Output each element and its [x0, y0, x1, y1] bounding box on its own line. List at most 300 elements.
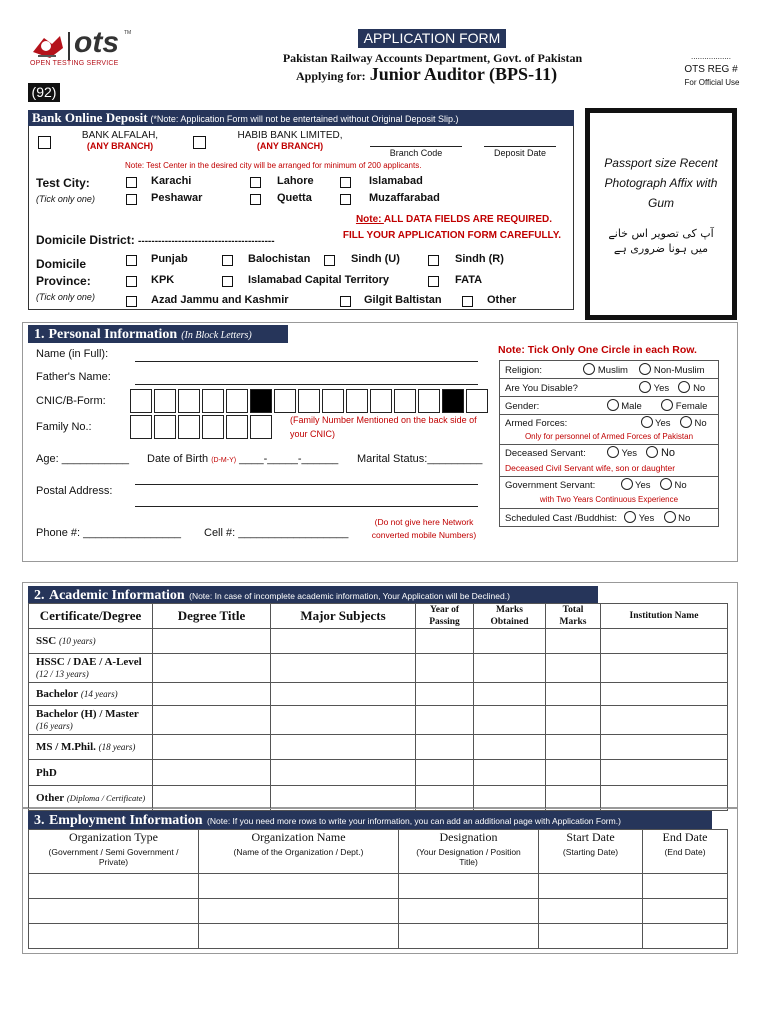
- disable-label: Are You Disable?: [505, 383, 578, 394]
- academic-row: [29, 629, 728, 654]
- caste-no: No: [678, 513, 691, 524]
- academic-row: [29, 706, 728, 735]
- province-sindh-u-checkbox[interactable]: [324, 255, 335, 266]
- col-org-name: Organization Name: [199, 830, 399, 846]
- academic-note: (Note: In case of incomplete academic information, Your Application will be Declined.): [189, 591, 510, 601]
- employment-row: [29, 873, 728, 898]
- family-digit-box[interactable]: [226, 415, 248, 439]
- domicile-province-label-1: Domicile: [36, 257, 87, 271]
- academic-row-sub: (10 years): [58, 636, 96, 646]
- phone-blank: ________________: [83, 527, 181, 539]
- academic-header-row: [29, 604, 728, 629]
- gender-male: Male: [621, 401, 642, 412]
- cnic-digit-box[interactable]: [466, 389, 488, 413]
- academic-cell[interactable]: [271, 683, 416, 706]
- cnic-digit-box[interactable]: [394, 389, 416, 413]
- employment-cell[interactable]: [29, 923, 199, 948]
- marital-field[interactable]: [357, 453, 482, 465]
- academic-row-name: Bachelor: [36, 688, 79, 700]
- bank-section-header: [28, 110, 574, 126]
- form-title: APPLICATION FORM: [358, 29, 506, 48]
- disable-yes-radio[interactable]: [639, 381, 651, 393]
- armed-label: Armed Forces:: [505, 418, 568, 429]
- deceased-cell: [500, 445, 719, 477]
- city-islamabad: Islamabad: [369, 175, 423, 187]
- deceased-note: Deceased Civil Servant wife, son or daughter: [505, 463, 676, 473]
- domicile-province-label-2: Province:: [36, 274, 91, 288]
- employment-row: [29, 898, 728, 923]
- marital-blank: _________: [427, 453, 483, 465]
- employment-row: [29, 923, 728, 948]
- age-label: Age:: [36, 453, 59, 465]
- official-use-label: For Official Use: [684, 78, 740, 87]
- family-label: Family No.:: [36, 421, 92, 433]
- armed-cell: [500, 415, 719, 445]
- deceased-yes-radio[interactable]: [607, 446, 619, 458]
- academic-cell[interactable]: [601, 735, 728, 760]
- domicile-province-label: [36, 256, 91, 290]
- govt-no-radio[interactable]: [660, 478, 672, 490]
- deceased-no: No: [660, 447, 676, 459]
- bank-title: Bank Online Deposit: [32, 110, 148, 125]
- religion-muslim-radio[interactable]: [583, 363, 595, 375]
- academic-cell[interactable]: [416, 786, 474, 811]
- family-digit-box[interactable]: [154, 415, 176, 439]
- branch-code-label: Branch Code: [389, 148, 443, 158]
- armed-yes: Yes: [655, 418, 671, 429]
- gender-female-radio[interactable]: [661, 399, 673, 411]
- caste-row: [500, 509, 719, 527]
- academic-row-degree: [29, 654, 153, 683]
- academic-cell[interactable]: [416, 683, 474, 706]
- city-islamabad-checkbox[interactable]: [340, 177, 351, 188]
- deceased-label: Deceased Servant:: [505, 448, 586, 459]
- academic-cell[interactable]: [474, 760, 546, 786]
- cnic-digit-box[interactable]: [274, 389, 296, 413]
- photo-box[interactable]: [585, 108, 737, 320]
- name-input-line[interactable]: [135, 361, 478, 362]
- province-sindh-r-checkbox[interactable]: [428, 255, 439, 266]
- employment-section-header: [28, 811, 712, 829]
- logo-tm: TM: [124, 30, 132, 36]
- employment-hint-row: [29, 845, 728, 873]
- dob-blank: ____-_____-______: [239, 453, 339, 465]
- academic-cell[interactable]: [271, 706, 416, 735]
- dob-label: Date of Birth: [147, 453, 209, 465]
- academic-row: [29, 654, 728, 683]
- province-gb-checkbox[interactable]: [340, 296, 351, 307]
- city-lahore: Lahore: [277, 175, 314, 187]
- deposit-date-label: Deposit Date: [493, 148, 547, 158]
- province-fata: FATA: [455, 274, 483, 286]
- academic-row: [29, 683, 728, 706]
- hint-designation: (Your Designation / Position Title): [399, 845, 539, 873]
- cnic-digit-box[interactable]: [298, 389, 320, 413]
- employment-cell[interactable]: [199, 873, 399, 898]
- network-note-1: (Do not give here Network: [374, 517, 474, 527]
- academic-row-sub: (14 years): [80, 689, 118, 699]
- disable-no: No: [693, 383, 706, 394]
- academic-cell[interactable]: [546, 706, 601, 735]
- cnic-digit-box[interactable]: [202, 389, 224, 413]
- academic-cell[interactable]: [271, 735, 416, 760]
- academic-cell[interactable]: [271, 786, 416, 811]
- academic-cell[interactable]: [153, 706, 271, 735]
- deceased-row: [500, 445, 719, 477]
- hint-org-name: (Name of the Organization / Dept.): [199, 845, 399, 873]
- habib-bank-checkbox[interactable]: [193, 136, 206, 149]
- employment-cell[interactable]: [199, 898, 399, 923]
- academic-row: [29, 786, 728, 811]
- network-note: [360, 516, 488, 542]
- academic-row-degree: [29, 786, 153, 811]
- cnic-boxes[interactable]: [130, 389, 475, 415]
- employment-table: [28, 829, 728, 949]
- col-start-date: Start Date: [539, 830, 643, 846]
- academic-number: 2.: [34, 588, 45, 603]
- deposit-date-line[interactable]: [484, 146, 556, 147]
- religion-label: Religion:: [505, 365, 542, 376]
- phone-field[interactable]: [36, 527, 181, 539]
- employment-cell[interactable]: [399, 898, 539, 923]
- govt-label: Government Servant:: [505, 480, 596, 491]
- bank2: [225, 130, 355, 151]
- religion-nonmuslim-radio[interactable]: [639, 363, 651, 375]
- dob-format: (D-M-Y): [211, 457, 237, 464]
- hint-start-date: (Starting Date): [539, 845, 643, 873]
- province-ajk: Azad Jammu and Kashmir: [151, 294, 289, 306]
- required-note-prefix: Note:: [355, 214, 384, 225]
- armed-no: No: [694, 418, 707, 429]
- col-org-type: Organization Type: [29, 830, 199, 846]
- domicile-district[interactable]: [36, 233, 275, 247]
- disable-yes: Yes: [653, 383, 670, 394]
- personal-subtitle: (In Block Letters): [181, 330, 252, 341]
- religion-cell: [500, 361, 719, 379]
- gender-male-radio[interactable]: [607, 399, 619, 411]
- academic-cell[interactable]: [546, 760, 601, 786]
- cell-field[interactable]: [204, 527, 348, 539]
- col-major-subjects: Major Subjects: [271, 604, 416, 629]
- employment-cell[interactable]: [399, 873, 539, 898]
- cnic-digit-box[interactable]: [322, 389, 344, 413]
- form-number: (92): [28, 83, 60, 102]
- govt-yes: Yes: [635, 480, 651, 491]
- cnic-digit-box[interactable]: [226, 389, 248, 413]
- province-sindh-r: Sindh (R): [455, 253, 504, 265]
- academic-cell[interactable]: [601, 683, 728, 706]
- armed-row: [500, 415, 719, 445]
- city-quetta: Quetta: [277, 192, 312, 204]
- govt-row: [500, 477, 719, 509]
- father-input-line[interactable]: [135, 384, 478, 385]
- academic-cell[interactable]: [271, 760, 416, 786]
- age-blank: ___________: [61, 453, 129, 465]
- photo-urdu-line1: آپ کی تصویر اس خانے: [608, 227, 714, 240]
- religion-nonmuslim: Non-Muslim: [653, 365, 705, 376]
- city-lahore-checkbox[interactable]: [250, 177, 261, 188]
- personal-section-header: [28, 325, 288, 343]
- family-digit-box[interactable]: [250, 415, 272, 439]
- cnic-digit-box[interactable]: [418, 389, 440, 413]
- disable-no-radio[interactable]: [678, 381, 690, 393]
- province-kpk-checkbox[interactable]: [126, 276, 137, 287]
- caste-no-radio[interactable]: [664, 511, 676, 523]
- province-kpk: KPK: [151, 274, 175, 286]
- academic-cell[interactable]: [153, 654, 271, 683]
- academic-cell[interactable]: [153, 735, 271, 760]
- caste-cell: [500, 509, 719, 527]
- employment-cell[interactable]: [643, 873, 728, 898]
- cnic-digit-box[interactable]: [178, 389, 200, 413]
- academic-cell[interactable]: [474, 786, 546, 811]
- academic-cell[interactable]: [601, 629, 728, 654]
- bank1-name: BANK ALFALAH,: [81, 130, 159, 141]
- domicile-district-blank: -----------------------------------------: [138, 236, 275, 247]
- academic-row-degree: [29, 683, 153, 706]
- city-peshawar: Peshawar: [151, 192, 203, 204]
- dob-field[interactable]: [147, 453, 338, 465]
- ots-logo-icon: [30, 32, 66, 60]
- province-other-checkbox[interactable]: [462, 296, 473, 307]
- bank-note: (*Note: Application Form will not be entertained without Original Deposit Slip.): [150, 114, 459, 124]
- gender-label: Gender:: [505, 401, 540, 412]
- family-digit-box[interactable]: [130, 415, 152, 439]
- disable-row: [500, 379, 719, 397]
- academic-cell[interactable]: [153, 760, 271, 786]
- city-peshawar-checkbox[interactable]: [126, 194, 137, 205]
- employment-number: 3.: [34, 813, 45, 828]
- employment-header-row: [29, 830, 728, 846]
- academic-cell[interactable]: [601, 706, 728, 735]
- province-ajk-checkbox[interactable]: [126, 296, 137, 307]
- academic-row-name: SSC: [36, 635, 57, 647]
- academic-row-name: Other: [36, 792, 65, 804]
- academic-cell[interactable]: [601, 760, 728, 786]
- bank-alfalah-checkbox[interactable]: [38, 136, 51, 149]
- cnic-separator: [250, 389, 272, 413]
- armed-no-radio[interactable]: [680, 416, 692, 428]
- city-karachi: Karachi: [151, 175, 192, 187]
- academic-row-degree: [29, 706, 153, 735]
- test-center-note: Note: Test Center in the desired city will be arranged for minimum of 200 applicants.: [125, 161, 422, 170]
- domicile-district-label: Domicile District:: [36, 233, 135, 247]
- deceased-yes: Yes: [621, 448, 638, 459]
- religion-muslim: Muslim: [597, 365, 628, 376]
- postal-input-line-1[interactable]: [135, 484, 478, 485]
- govt-no: No: [674, 480, 687, 491]
- cnic-digit-box[interactable]: [346, 389, 368, 413]
- hint-end-date: (End Date): [643, 845, 728, 873]
- bank2-name: HABIB BANK LIMITED,: [237, 130, 343, 141]
- applying-for-label: Applying for:: [296, 69, 366, 83]
- caste-yes: Yes: [638, 513, 655, 524]
- academic-cell[interactable]: [153, 786, 271, 811]
- academic-row-name: Bachelor (H) / Master: [36, 708, 139, 720]
- photo-line3: Gum: [647, 196, 674, 210]
- gender-cell: [500, 397, 719, 415]
- applying-for: [296, 64, 586, 85]
- hint-org-type: (Government / Semi Government / Private): [29, 845, 199, 873]
- disable-cell: [500, 379, 719, 397]
- province-hint: (Tick only one): [36, 292, 95, 302]
- bank1-branch: (ANY BRANCH): [86, 141, 154, 151]
- postal-label: Postal Address:: [36, 485, 113, 497]
- academic-cell[interactable]: [416, 654, 474, 683]
- test-city-hint: (Tick only one): [36, 194, 95, 204]
- province-gb: Gilgit Baltistan: [364, 294, 442, 306]
- province-other: Other: [487, 294, 517, 306]
- department-name: Pakistan Railway Accounts Department, Govt. of Pakistan: [282, 51, 583, 65]
- required-note-2: FILL YOUR APPLICATION FORM CAREFULLY.: [342, 230, 562, 241]
- academic-cell[interactable]: [416, 760, 474, 786]
- employment-cell[interactable]: [29, 898, 199, 923]
- academic-cell[interactable]: [416, 706, 474, 735]
- city-karachi-checkbox[interactable]: [126, 177, 137, 188]
- col-year: Year of Passing: [416, 604, 474, 629]
- family-boxes[interactable]: [130, 415, 280, 441]
- logo-text: ots: [74, 26, 119, 59]
- academic-row-sub: (12 / 13 years): [36, 669, 89, 679]
- employment-cell[interactable]: [539, 873, 643, 898]
- academic-cell[interactable]: [546, 654, 601, 683]
- family-digit-box[interactable]: [202, 415, 224, 439]
- cnic-label: CNIC/B-Form:: [36, 395, 106, 407]
- col-institution: Institution Name: [601, 604, 728, 629]
- col-end-date: End Date: [643, 830, 728, 846]
- academic-cell[interactable]: [546, 629, 601, 654]
- branch-code-line[interactable]: [370, 146, 462, 147]
- academic-row-name: MS / M.Phil.: [36, 741, 96, 753]
- academic-row: [29, 735, 728, 760]
- tick-note: Note: Tick Only One Circle in each Row.: [498, 344, 697, 356]
- academic-cell[interactable]: [474, 654, 546, 683]
- phone-label: Phone #:: [36, 527, 81, 539]
- academic-row-name: PhD: [36, 766, 57, 779]
- name-label: Name (in Full):: [36, 348, 109, 360]
- cnic-digit-box[interactable]: [370, 389, 392, 413]
- family-digit-box[interactable]: [178, 415, 200, 439]
- academic-row-sub: (18 years): [98, 742, 136, 752]
- cnic-digit-box[interactable]: [154, 389, 176, 413]
- govt-yes-radio[interactable]: [621, 478, 633, 490]
- academic-cell[interactable]: [271, 629, 416, 654]
- cell-label: Cell #:: [204, 527, 236, 539]
- employment-cell[interactable]: [399, 923, 539, 948]
- province-ict-checkbox[interactable]: [222, 276, 233, 287]
- academic-row-degree: [29, 735, 153, 760]
- ots-logo: [28, 28, 138, 72]
- gender-row: [500, 397, 719, 415]
- province-punjab: Punjab: [151, 253, 188, 265]
- academic-cell[interactable]: [546, 735, 601, 760]
- city-quetta-checkbox[interactable]: [250, 194, 261, 205]
- father-label: Father's Name:: [36, 371, 111, 383]
- family-note: (Family Number Mentioned on the back side of your CNIC): [290, 415, 477, 439]
- col-certificate: Certificate/Degree: [29, 604, 153, 629]
- bank1: [60, 130, 180, 151]
- required-note-line1: ALL DATA FIELDS ARE REQUIRED.: [383, 214, 553, 225]
- academic-row: [29, 760, 728, 786]
- religion-row: [500, 361, 719, 379]
- employment-cell[interactable]: [29, 873, 199, 898]
- photo-line1: Passport size Recent: [604, 156, 718, 170]
- academic-cell[interactable]: [153, 629, 271, 654]
- personal-title: Personal Information: [48, 327, 178, 342]
- photo-urdu-line2: میں ہونا ضروری ہے: [613, 242, 709, 255]
- province-punjab-checkbox[interactable]: [126, 255, 137, 266]
- academic-cell[interactable]: [153, 683, 271, 706]
- col-marks-obtained: Marks Obtained: [474, 604, 546, 629]
- govt-cell: [500, 477, 719, 509]
- logo-divider: [68, 32, 70, 60]
- academic-section-header: [28, 586, 598, 603]
- academic-row-degree: [29, 760, 153, 786]
- academic-row-degree: [29, 629, 153, 654]
- marital-label: Marital Status:: [357, 453, 428, 465]
- cnic-digit-box[interactable]: [130, 389, 152, 413]
- required-note-1: [344, 214, 564, 225]
- academic-cell[interactable]: [601, 654, 728, 683]
- personal-options-table: [499, 360, 719, 527]
- academic-cell[interactable]: [601, 786, 728, 811]
- age-field[interactable]: [36, 453, 129, 465]
- col-designation: Designation: [399, 830, 539, 846]
- logo-subtitle: OPEN TESTING SERVICE: [30, 60, 119, 67]
- city-muzaffarabad: Muzaffarabad: [369, 192, 440, 204]
- academic-cell[interactable]: [474, 629, 546, 654]
- province-fata-checkbox[interactable]: [428, 276, 439, 287]
- col-total-marks: Total Marks: [546, 604, 601, 629]
- col-degree-title: Degree Title: [153, 604, 271, 629]
- academic-cell[interactable]: [474, 706, 546, 735]
- armed-yes-radio[interactable]: [641, 416, 653, 428]
- postal-input-line-2[interactable]: [135, 506, 478, 507]
- academic-cell[interactable]: [271, 654, 416, 683]
- province-balochistan-checkbox[interactable]: [222, 255, 233, 266]
- employment-cell[interactable]: [539, 923, 643, 948]
- academic-cell[interactable]: [474, 683, 546, 706]
- ots-reg-dots: ..................: [690, 52, 731, 61]
- academic-row-sub: (Diploma / Certificate): [66, 793, 146, 803]
- employment-title: Employment Information: [48, 813, 203, 828]
- employment-cell[interactable]: [199, 923, 399, 948]
- employment-cell[interactable]: [643, 898, 728, 923]
- govt-note: with Two Years Continuous Experience: [539, 495, 679, 504]
- cell-blank: __________________: [238, 527, 349, 539]
- employment-note: (Note: If you need more rows to write your information, you can add an additional page with Application Form.): [207, 816, 621, 826]
- employment-cell[interactable]: [643, 923, 728, 948]
- academic-cell[interactable]: [474, 735, 546, 760]
- academic-row-name: HSSC / DAE / A-Level: [36, 656, 142, 668]
- personal-number: 1.: [34, 327, 45, 342]
- employment-cell[interactable]: [539, 898, 643, 923]
- province-balochistan: Balochistan: [248, 253, 311, 265]
- caste-yes-radio[interactable]: [624, 511, 636, 523]
- academic-table: [28, 603, 728, 811]
- deceased-no-radio[interactable]: [646, 446, 658, 458]
- cnic-separator: [442, 389, 464, 413]
- academic-cell[interactable]: [546, 786, 601, 811]
- academic-cell[interactable]: [416, 735, 474, 760]
- caste-label: Scheduled Cast /Buddhist:: [505, 513, 617, 524]
- academic-cell[interactable]: [546, 683, 601, 706]
- gender-female: Female: [675, 401, 708, 412]
- academic-cell[interactable]: [416, 629, 474, 654]
- city-muzaffarabad-checkbox[interactable]: [340, 194, 351, 205]
- test-city-label: Test City:: [36, 176, 90, 190]
- applying-for-post: Junior Auditor (BPS-11): [369, 64, 558, 84]
